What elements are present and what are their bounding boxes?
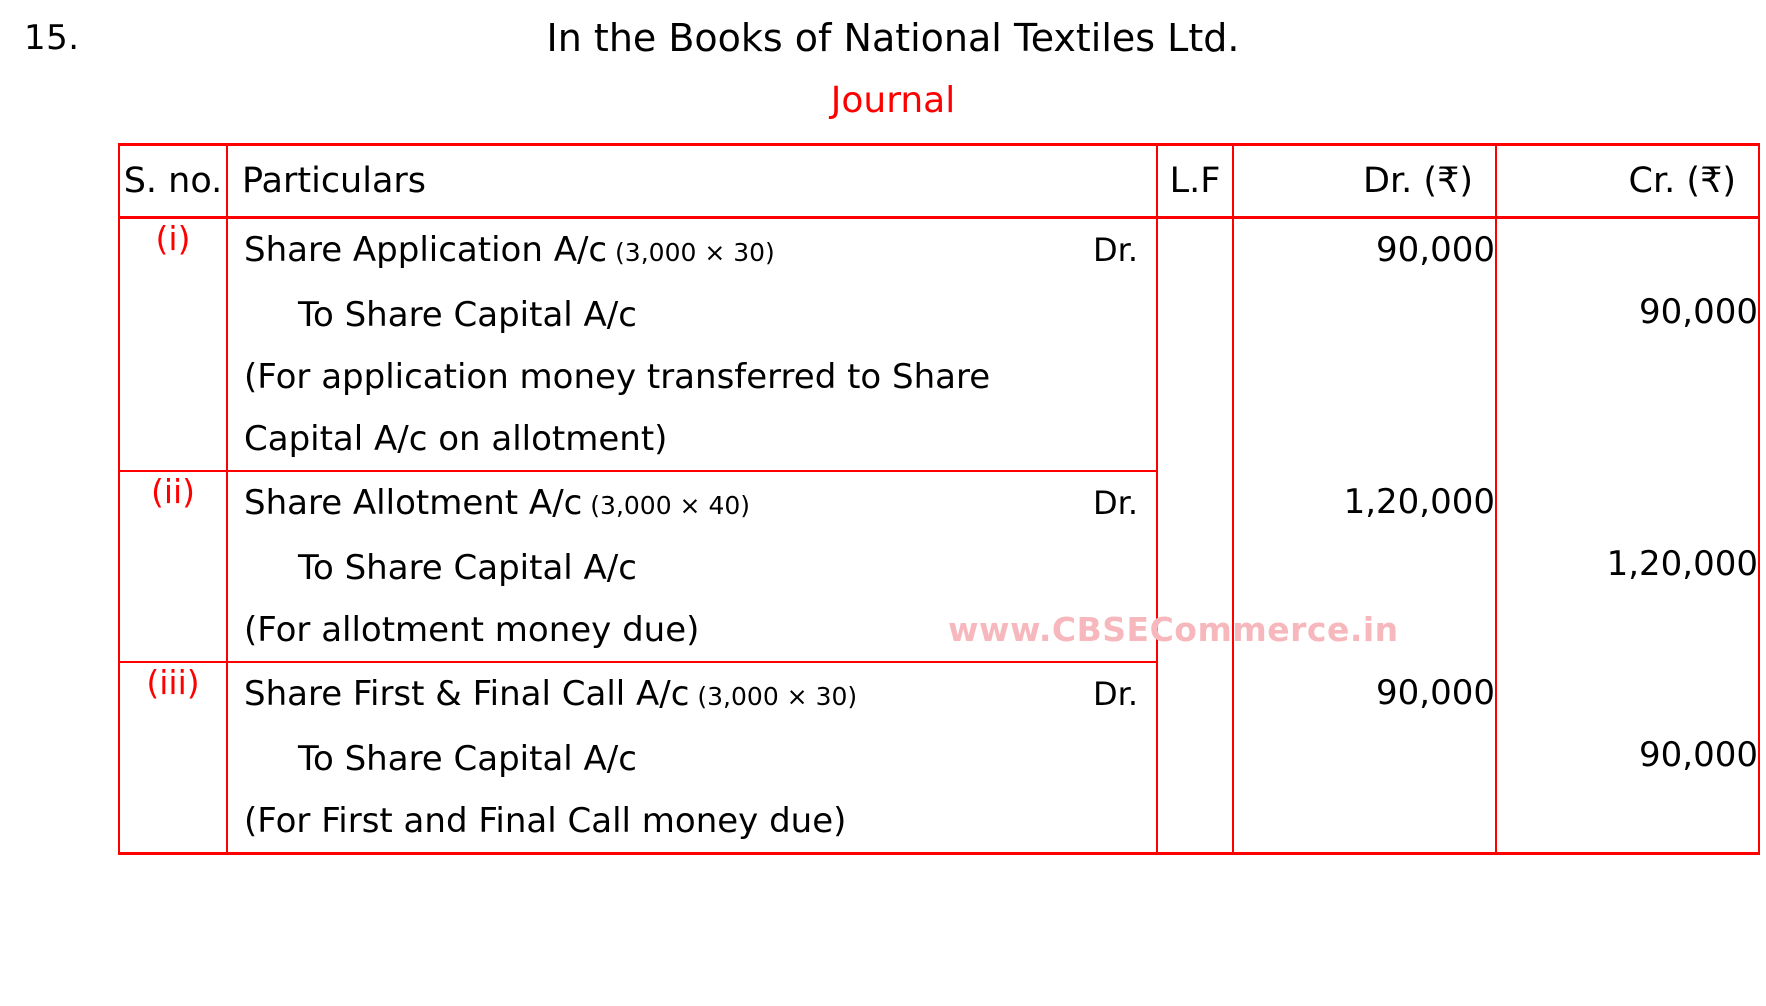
question-number: 15. (24, 18, 80, 58)
debit-marker: Dr. (1092, 484, 1138, 522)
cell-lf (1157, 218, 1233, 472)
cell-debit-amount (1233, 471, 1496, 662)
table-row (119, 218, 1759, 472)
particulars-line: Share Allotment A/c (3,000 × 40) Dr. (228, 472, 1156, 537)
debit-marker: Dr. (1092, 675, 1138, 713)
particulars-line: To Share Capital A/c (298, 548, 637, 588)
particulars-calculation: (3,000 × 30) (689, 682, 858, 711)
column-header-dr: Dr. (₹) (1233, 145, 1496, 218)
particulars-line: (For First and Final Call money due) (244, 801, 847, 841)
amount-line: 90,000 (1639, 292, 1758, 332)
amount-line: 90,000 (1376, 230, 1495, 270)
particulars-calculation: (3,000 × 40) (582, 491, 751, 520)
cell-serial-number: (ii) (119, 471, 227, 662)
page-subtitle: Journal (830, 80, 956, 121)
page-title: In the Books of National Textiles Ltd. (546, 16, 1240, 60)
particulars-line: (For application money transferred to Share (244, 357, 991, 397)
cell-serial-number: (i) (119, 218, 227, 472)
column-header-cr: Cr. (₹) (1496, 145, 1759, 218)
particulars-line: Share Application A/c (3,000 × 30) Dr. (228, 219, 1156, 284)
amount-line: 1,20,000 (1606, 544, 1758, 584)
cell-particulars (227, 218, 1157, 472)
column-header-sno: S. no. (119, 145, 227, 218)
cell-credit-amount (1496, 471, 1759, 662)
cell-debit-amount (1233, 662, 1496, 854)
debit-marker: Dr. (1092, 231, 1138, 269)
cell-lf (1157, 471, 1233, 662)
cell-particulars (227, 662, 1157, 854)
particulars-calculation: (3,000 × 30) (607, 238, 775, 267)
particulars-line: To Share Capital A/c (298, 739, 637, 779)
particulars-line: Capital A/c on allotment) (244, 419, 668, 459)
particulars-line: Share First & Final Call A/c (3,000 × 30) Dr. (228, 663, 1156, 728)
watermark: www.CBSECommerce.in (948, 610, 1399, 649)
cell-serial-number: (iii) (119, 662, 227, 854)
journal-table (118, 143, 1760, 855)
journal-table-wrapper (118, 143, 1758, 855)
cell-debit-amount (1233, 218, 1496, 472)
cell-credit-amount (1496, 662, 1759, 854)
table-row (119, 662, 1759, 854)
table-row (119, 471, 1759, 662)
column-header-lf: L.F (1157, 145, 1233, 218)
column-header-particulars: Particulars (227, 145, 1157, 218)
cell-particulars (227, 471, 1157, 662)
cell-lf (1157, 662, 1233, 854)
amount-line: 90,000 (1639, 735, 1758, 775)
amount-line: 90,000 (1376, 673, 1495, 713)
table-header (119, 145, 1759, 218)
cell-credit-amount (1496, 218, 1759, 472)
particulars-line: To Share Capital A/c (298, 295, 637, 335)
particulars-line: (For allotment money due) (244, 610, 700, 650)
amount-line: 1,20,000 (1343, 482, 1495, 522)
table-body (119, 218, 1759, 854)
table-header-row (119, 145, 1759, 218)
